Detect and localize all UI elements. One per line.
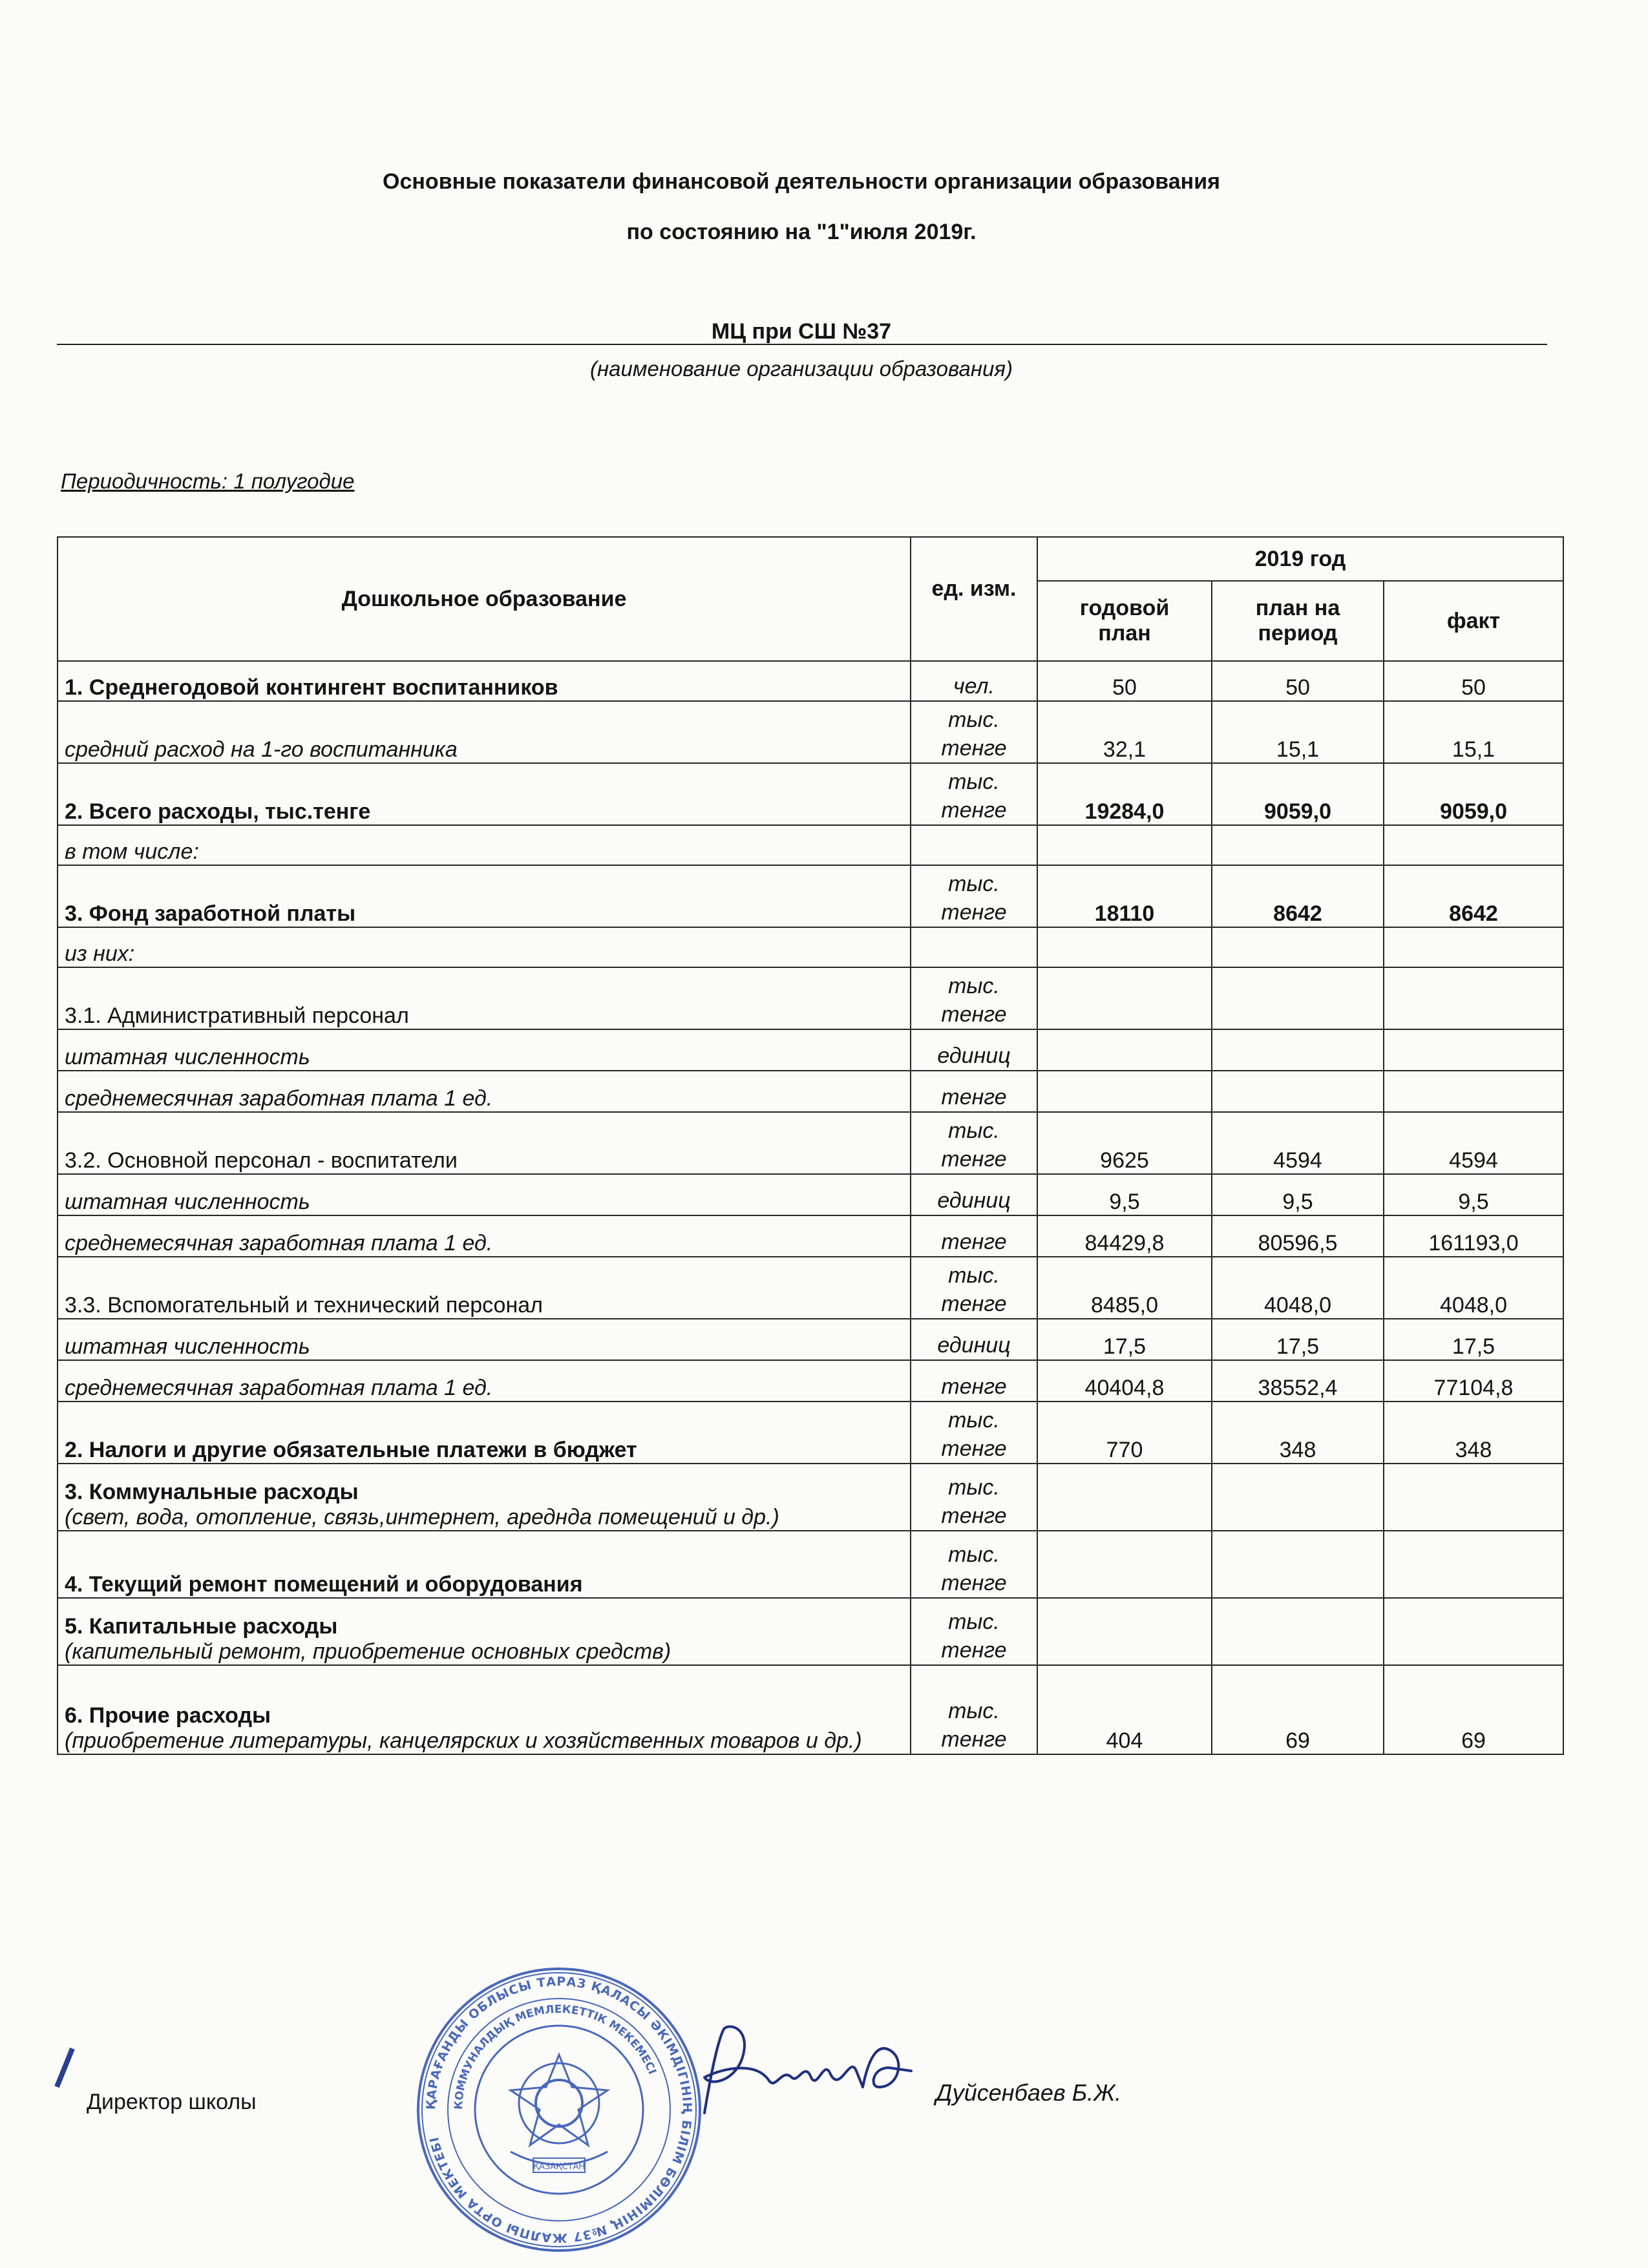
handwritten-signature (685, 2016, 918, 2126)
value-annual: 32,1 (1037, 701, 1212, 763)
value-annual: 19284,0 (1037, 763, 1212, 825)
table-row (58, 1402, 1563, 1464)
row-label (58, 1112, 911, 1174)
value-annual: 404 (1037, 1665, 1212, 1754)
row-unit: тыс. тенге (911, 1112, 1037, 1174)
table-row (58, 1215, 1563, 1257)
value-period: 15,1 (1212, 701, 1384, 763)
row-unit: тенге (911, 1215, 1037, 1257)
row-label-text: 4. Текущий ремонт помещений и оборудования (65, 1572, 583, 1597)
value-fact (1384, 1071, 1563, 1112)
pen-mark (54, 2048, 74, 2088)
row-unit: тенге (911, 1360, 1037, 1402)
value-fact (1384, 927, 1563, 967)
organization-underline (57, 344, 1547, 345)
row-unit: единиц (911, 1319, 1037, 1360)
row-unit: тыс. тенге (911, 1402, 1037, 1464)
value-fact: 4594 (1384, 1112, 1563, 1174)
table-row (58, 1360, 1563, 1402)
value-period (1212, 1029, 1384, 1071)
row-label (58, 1665, 911, 1754)
value-annual (1037, 927, 1212, 967)
value-annual: 770 (1037, 1402, 1212, 1464)
row-label-text: в том числе: (65, 839, 199, 864)
row-label (58, 1402, 911, 1464)
table-row (58, 927, 1563, 967)
document-date-line: по состоянию на "1"июля 2019г. (626, 220, 977, 244)
row-label-text: среднемесячная заработная плата 1 ед. (65, 1376, 493, 1400)
value-fact: 15,1 (1384, 701, 1563, 763)
header-period-plan: план на период (1212, 581, 1384, 661)
row-label-text: 2. Всего расходы, тыс.тенге (65, 799, 371, 824)
value-period: 80596,5 (1212, 1215, 1384, 1257)
value-period: 4048,0 (1212, 1257, 1384, 1319)
row-label (58, 927, 911, 967)
value-fact: 9,5 (1384, 1174, 1563, 1215)
value-annual: 9625 (1037, 1112, 1212, 1174)
row-label (58, 967, 911, 1029)
table-row (58, 967, 1563, 1029)
row-unit: тыс. тенге (911, 701, 1037, 763)
organization-caption: (наименование организации образования) (590, 357, 1013, 381)
row-label-text: штатная численность (65, 1045, 310, 1069)
value-fact (1384, 1464, 1563, 1531)
stamp-center-text: ҚАЗАҚСТАН (533, 2162, 586, 2172)
row-label-text: 1. Среднегодовой контингент воспитанников (65, 675, 558, 700)
row-label (58, 701, 911, 763)
row-unit: тыс. тенге (911, 763, 1037, 825)
svg-text:КОММУНАЛДЫҚ МЕМЛЕКЕТТІК МЕКЕМЕ (452, 2003, 659, 2110)
value-fact: 17,5 (1384, 1319, 1563, 1360)
row-label-text: 5. Капитальные расходы (65, 1614, 338, 1639)
value-annual: 9,5 (1037, 1174, 1212, 1215)
row-label-text: 2. Налоги и другие обязательные платежи в бюджет (65, 1438, 637, 1462)
row-unit: тыс. тенге (911, 967, 1037, 1029)
value-annual: 40404,8 (1037, 1360, 1212, 1402)
row-label (58, 763, 911, 825)
value-fact (1384, 1598, 1563, 1665)
value-annual (1037, 1531, 1212, 1598)
row-label (58, 1531, 911, 1598)
value-period (1212, 927, 1384, 967)
value-period (1212, 1464, 1384, 1531)
value-period: 9059,0 (1212, 763, 1384, 825)
row-label (58, 1257, 911, 1319)
stamp-inner-text: КОММУНАЛДЫҚ МЕМЛЕКЕТТІК МЕКЕМЕСІ (452, 2002, 659, 2110)
row-label-text: средний расход на 1-го воспитанника (65, 737, 458, 762)
row-label-text: из них: (65, 941, 135, 966)
value-period: 69 (1212, 1665, 1384, 1754)
row-unit (911, 825, 1037, 865)
row-label (58, 1215, 911, 1257)
table-row (58, 1071, 1563, 1112)
table-row (58, 1598, 1563, 1665)
table-row (58, 661, 1563, 701)
row-unit: тыс. тенге (911, 1665, 1037, 1754)
row-label-text: 3.1. Административный персонал (65, 1003, 409, 1028)
value-period (1212, 967, 1384, 1029)
value-annual (1037, 1029, 1212, 1071)
row-label-text: среднемесячная заработная плата 1 ед. (65, 1231, 493, 1255)
financial-indicators-table (57, 536, 1564, 1755)
row-unit: тыс. тенге (911, 1598, 1037, 1665)
value-annual: 17,5 (1037, 1319, 1212, 1360)
row-label-text: 3.3. Вспомогательный и технический персонал (65, 1293, 543, 1318)
value-fact: 77104,8 (1384, 1360, 1563, 1402)
value-period: 8642 (1212, 865, 1384, 927)
table-row (58, 1464, 1563, 1531)
value-annual (1037, 967, 1212, 1029)
row-label (58, 865, 911, 927)
document-title: Основные показатели финансовой деятельности организации образования (383, 169, 1220, 194)
row-unit: единиц (911, 1029, 1037, 1071)
row-label (58, 825, 911, 865)
value-fact: 4048,0 (1384, 1257, 1563, 1319)
value-fact: 8642 (1384, 865, 1563, 927)
table-body (58, 661, 1563, 1754)
table-row (58, 1319, 1563, 1360)
value-annual (1037, 1598, 1212, 1665)
value-period (1212, 1531, 1384, 1598)
row-label-text: среднемесячная заработная плата 1 ед. (65, 1086, 493, 1111)
table-row (58, 763, 1563, 825)
row-label (58, 1319, 911, 1360)
row-label (58, 1029, 911, 1071)
header-unit: ед. изм. (911, 537, 1037, 661)
row-label-text: штатная численность (65, 1190, 310, 1214)
table-row (58, 1665, 1563, 1754)
value-annual: 8485,0 (1037, 1257, 1212, 1319)
value-period (1212, 825, 1384, 865)
value-fact: 9059,0 (1384, 763, 1563, 825)
header-annual-plan: годовой план (1037, 581, 1212, 661)
value-fact: 69 (1384, 1665, 1563, 1754)
header-fact: факт (1384, 581, 1563, 661)
row-unit: тыс. тенге (911, 1531, 1037, 1598)
value-fact: 348 (1384, 1402, 1563, 1464)
table-row (58, 1112, 1563, 1174)
value-annual: 50 (1037, 661, 1212, 701)
row-unit: тыс. тенге (911, 1257, 1037, 1319)
value-fact (1384, 967, 1563, 1029)
row-label-text: штатная численность (65, 1334, 310, 1359)
table-row (58, 701, 1563, 763)
table-row (58, 1257, 1563, 1319)
row-label-note: (приобретение литературы, канцелярских и хозяйственных товаров и др.) (65, 1728, 862, 1753)
row-unit: тенге (911, 1071, 1037, 1112)
row-label-text: 3. Коммунальные расходы (65, 1480, 359, 1504)
periodicity-label: Периодичность: 1 полугодие (61, 469, 355, 493)
value-period: 9,5 (1212, 1174, 1384, 1215)
value-fact: 161193,0 (1384, 1215, 1563, 1257)
table-row (58, 1029, 1563, 1071)
value-annual (1037, 1071, 1212, 1112)
header-year: 2019 год (1037, 537, 1563, 581)
row-unit: тыс. тенге (911, 865, 1037, 927)
value-fact (1384, 1531, 1563, 1598)
row-label (58, 1464, 911, 1531)
row-unit: тыс. тенге (911, 1464, 1037, 1531)
value-annual (1037, 1464, 1212, 1531)
value-period (1212, 1598, 1384, 1665)
value-annual: 18110 (1037, 865, 1212, 927)
value-fact (1384, 825, 1563, 865)
row-label (58, 1071, 911, 1112)
official-stamp (414, 1958, 704, 2262)
organization-name: МЦ при СШ №37 (711, 319, 892, 344)
director-position: Директор школы (87, 2090, 257, 2114)
row-label (58, 661, 911, 701)
value-period: 38552,4 (1212, 1360, 1384, 1402)
row-unit: единиц (911, 1174, 1037, 1215)
stamp-outer-text: ҚАРАҒАНДЫ ОБЛЫСЫ ТАРАЗ ҚАЛАСЫ ӘКІМДІГІНІҢ БІЛІМ БӨЛІМІНІҢ №37 ЖАЛПЫ ОРТА МЕКТЕБІ (423, 1974, 695, 2245)
value-annual: 84429,8 (1037, 1215, 1212, 1257)
value-fact (1384, 1029, 1563, 1071)
row-label-text: 3.2. Основной персонал - воспитатели (65, 1148, 458, 1173)
value-period: 50 (1212, 661, 1384, 701)
value-period (1212, 1071, 1384, 1112)
value-period: 17,5 (1212, 1319, 1384, 1360)
table-row (58, 1531, 1563, 1598)
row-label-text: 3. Фонд заработной платы (65, 901, 356, 926)
row-unit: чел. (911, 661, 1037, 701)
row-label (58, 1360, 911, 1402)
table-row (58, 825, 1563, 865)
value-fact: 50 (1384, 661, 1563, 701)
row-label-text: 6. Прочие расходы (65, 1703, 271, 1728)
table-row (58, 865, 1563, 927)
row-label-note: (капительный ремонт, приобретение основных средств) (65, 1639, 671, 1664)
table-row (58, 1174, 1563, 1215)
row-label (58, 1598, 911, 1665)
row-label (58, 1174, 911, 1215)
value-period: 4594 (1212, 1112, 1384, 1174)
row-label-note: (свет, вода, отопление, связь,интернет, ареднда помещений и др.) (65, 1505, 779, 1529)
director-name: Дуйсенбаев Б.Ж. (936, 2079, 1122, 2106)
header-category: Дошкольное образование (58, 537, 911, 661)
value-period: 348 (1212, 1402, 1384, 1464)
value-annual (1037, 825, 1212, 865)
row-unit (911, 927, 1037, 967)
